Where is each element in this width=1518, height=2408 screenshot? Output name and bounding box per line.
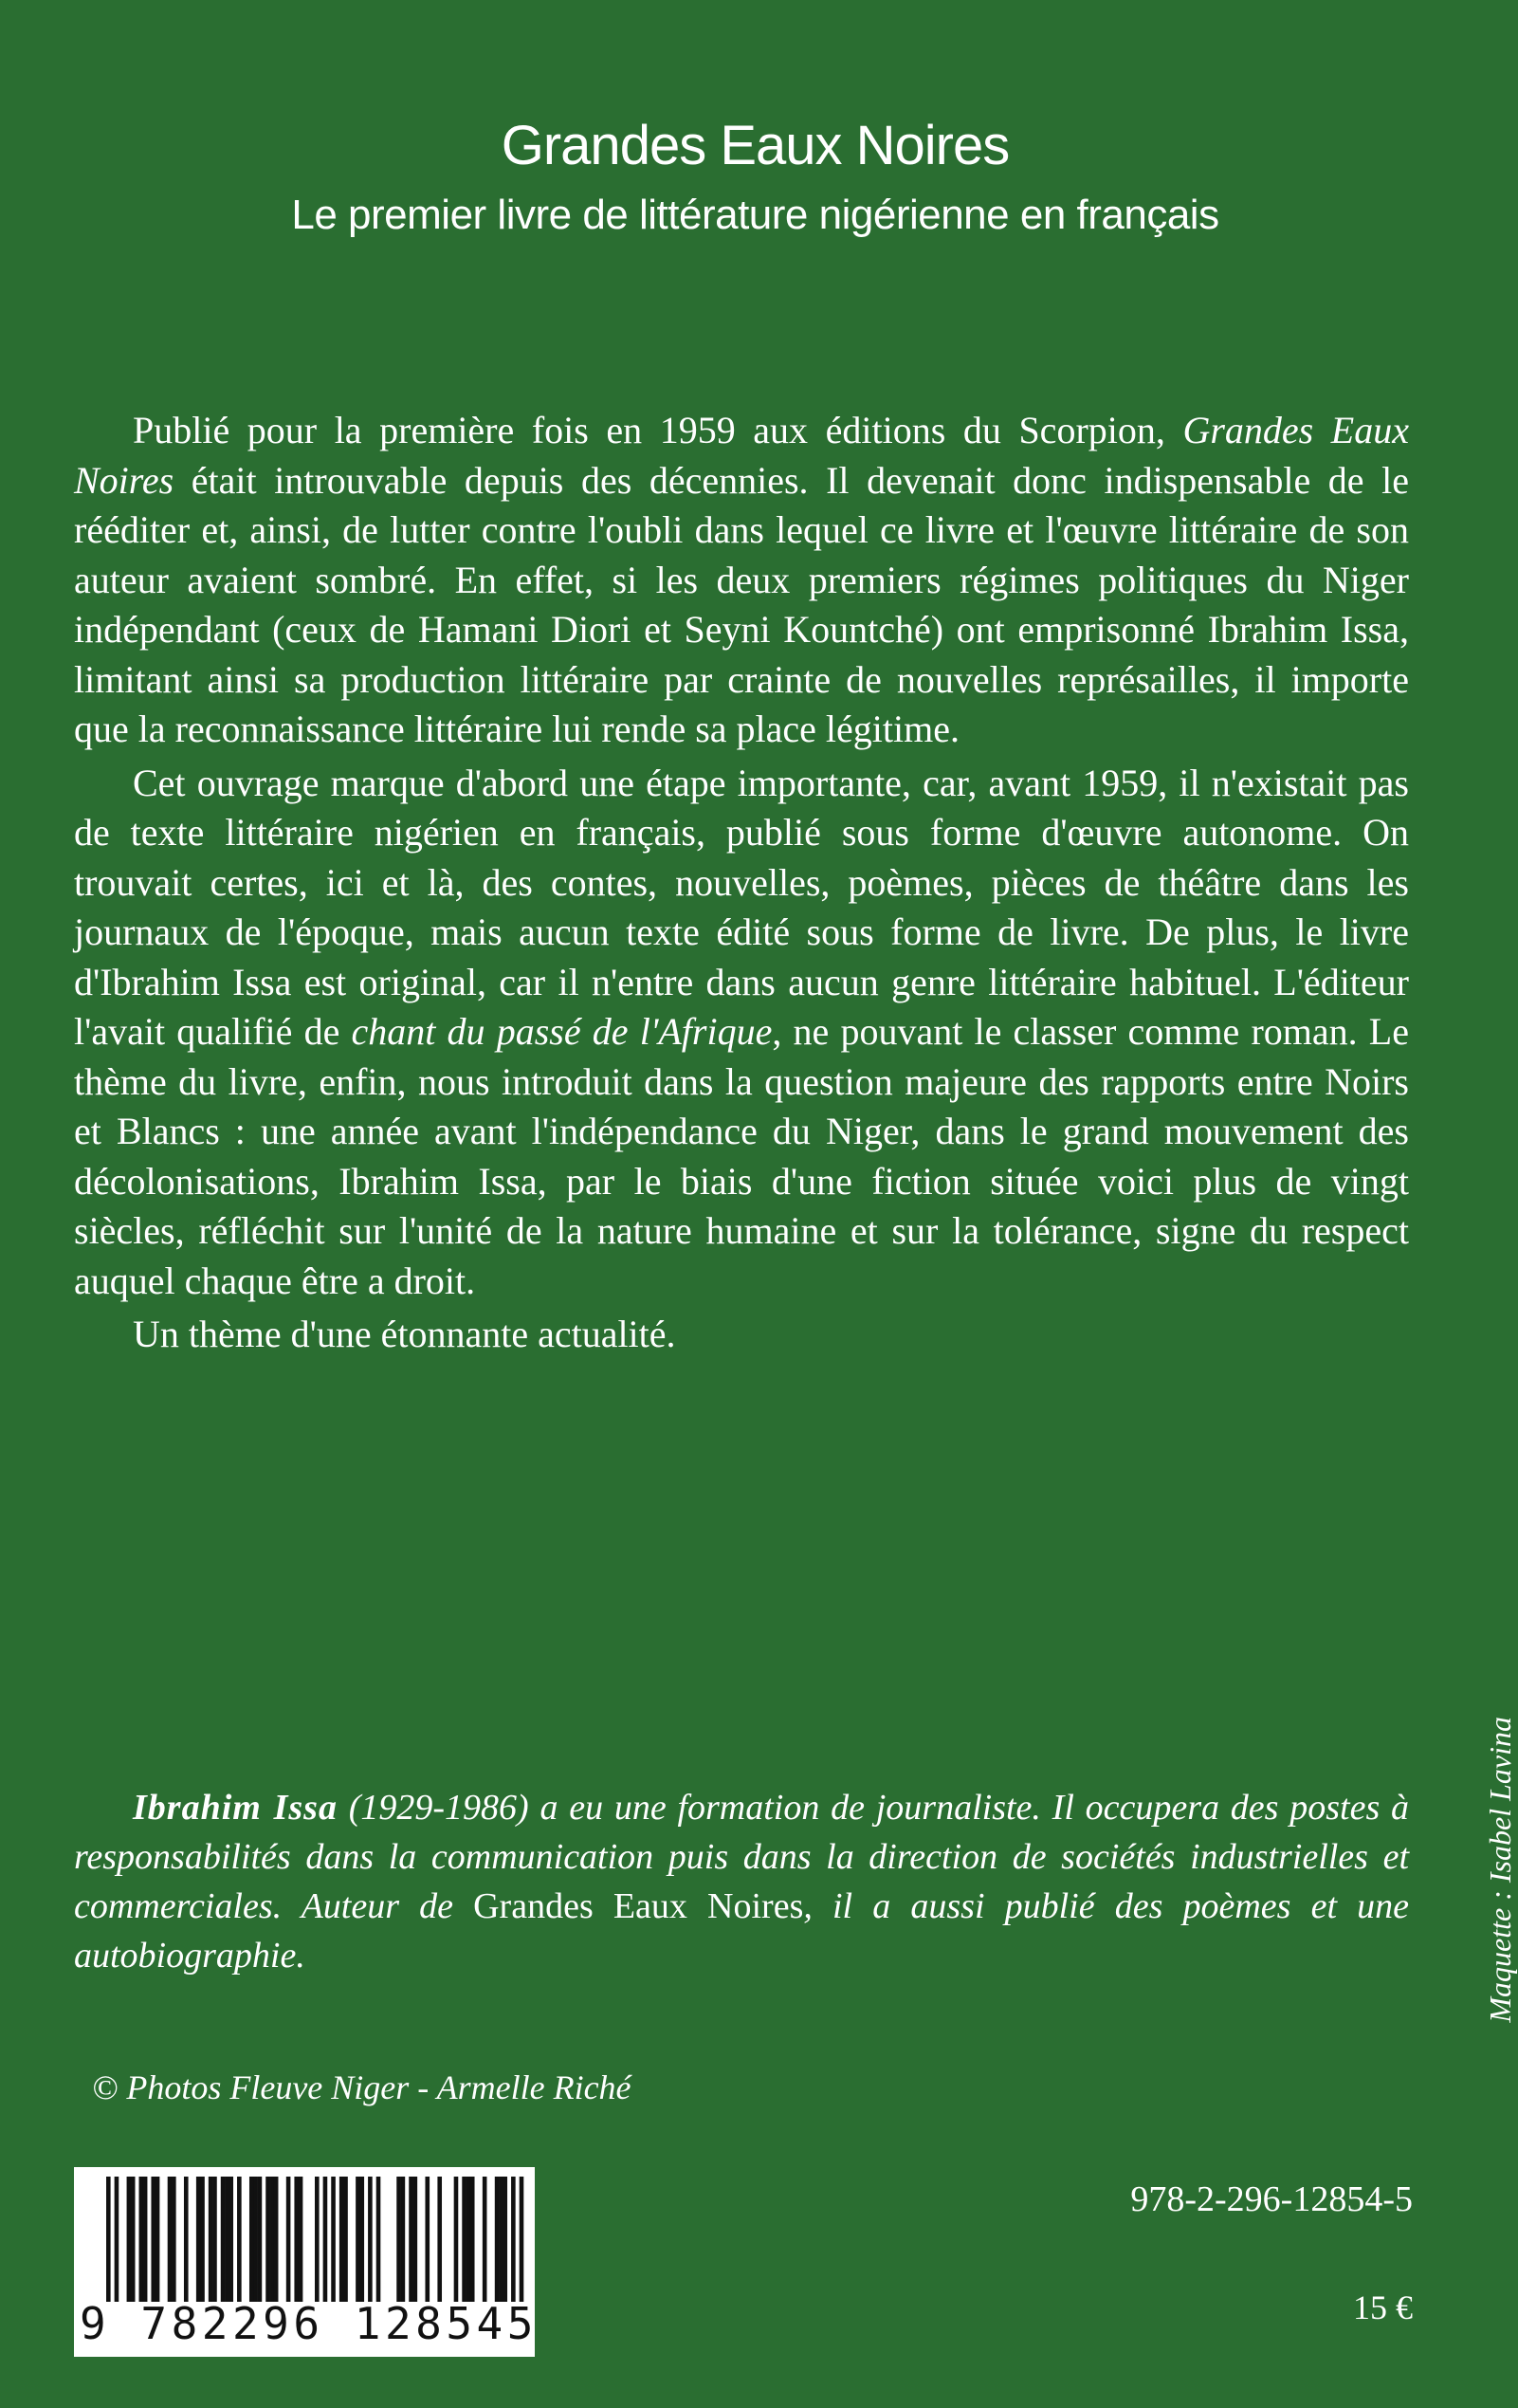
- barcode-bar: [258, 2177, 263, 2302]
- price: 15 €: [1353, 2289, 1413, 2326]
- book-title: Grandes Eaux Noires: [501, 115, 1010, 176]
- isbn-barcode: [74, 2167, 538, 2357]
- barcode-bar: [470, 2177, 475, 2302]
- summary-paragraph-3: Un thème d'une étonnante actualité.: [133, 1313, 676, 1355]
- barcode-bar: [127, 2177, 132, 2302]
- barcode-bar: [359, 2177, 364, 2302]
- barcode-bar: [168, 2177, 173, 2302]
- barcode-bar: [413, 2177, 418, 2302]
- barcode-bar: [343, 2177, 348, 2302]
- barcode-bar: [339, 2177, 344, 2302]
- barcode-bar: [151, 2177, 155, 2302]
- barcode-bar: [139, 2177, 144, 2302]
- back-cover-summary: [74, 406, 1409, 1364]
- barcode-bar: [221, 2177, 226, 2302]
- isbn-number: 978-2-296-12854-5: [1130, 2179, 1413, 2219]
- barcode-digits: 9 782296 128545: [80, 2298, 538, 2349]
- barcode-bar: [462, 2177, 466, 2302]
- barcode-bar: [520, 2177, 524, 2302]
- barcode-bar: [409, 2177, 413, 2302]
- author-name: Ibrahim Issa: [133, 1788, 338, 1828]
- barcode-bar: [253, 2177, 258, 2302]
- barcode-bar: [249, 2177, 254, 2302]
- barcode-bar: [511, 2177, 516, 2302]
- summary-paragraph-2: Cet ouvrage marque d'abord une étape importante, car, avant 1959, il n'existait pas de texte littéraire nigérien en français, publié sous forme d'œuvre autonome. On trouvait certes, ici et là, des contes, nouvelles, poèmes, pièces de théâtre dans les journaux de l'époque, mais aucun texte édité sous forme de livre. De plus, le livre d'Ibrahim Issa est original, car il n'entre dans aucun genre littéraire habituel. L'éditeur l'avait qualifié de chant du passé de l'Afrique, ne pouvant le classer comme roman. Le thème du livre, enfin, nous introduit dans la question majeure des rapports entre Noirs et Blancs : une année avant l'indépendance du Niger, dans le grand mouvement des décolonisations, Ibrahim Issa, par le biais d'une fiction située voici plus de vingt siècles, réfléchit sur l'unité de la nature humaine et sur la tolérance, signe du respect auquel chaque être a droit.: [74, 761, 1409, 1302]
- barcode-bar: [503, 2177, 507, 2302]
- barcode-bar: [143, 2177, 148, 2302]
- author-bio: Ibrahim Issa (1929-1986) a eu une formation de journaliste. Il occupera des postes à responsabilités dans la communication puis dans la direction de sociétés industrielles et commerciales. Auteur de Grandes Eaux Noires, il a aussi publié des poèmes et une autobiographie.: [74, 1788, 1410, 1976]
- barcode-bar: [209, 2177, 213, 2302]
- barcode-bar: [172, 2177, 176, 2302]
- summary-paragraph-1: Publié pour la première fois en 1959 aux éditions du Scorpion, Grandes Eaux Noires était introuvable depuis des décennies. Il devenait donc indispensable de le rééditer et, ainsi, de lutter contre l'oubli dans lequel ce livre et l'œuvre littéraire de son auteur avaient sombré. En effet, si les deux premiers régimes politiques du Niger indépendant (ceux de Hamani Diori et Seyni Kountché) ont emprisonné Ibrahim Issa, limitant ainsi sa production littéraire par crainte de nouvelles représailles, il importe que la reconnaissance littéraire lui rende sa place légitime.: [74, 409, 1409, 750]
- barcode-bar: [184, 2177, 189, 2302]
- barcode-bar: [270, 2177, 275, 2302]
- barcode-bar: [315, 2177, 320, 2302]
- barcode-bar: [131, 2177, 136, 2302]
- barcode-bar: [396, 2177, 401, 2302]
- barcode-bars: [106, 2177, 523, 2302]
- barcode-bar: [454, 2177, 459, 2302]
- barcode-bar: [225, 2177, 229, 2302]
- barcode-bar: [274, 2177, 279, 2302]
- barcode-bar: [200, 2177, 205, 2302]
- book-subtitle: Le premier livre de littérature nigérienne en français: [291, 192, 1219, 238]
- barcode-bar: [401, 2177, 406, 2302]
- bio-book-title: Grandes Eaux Noires: [473, 1886, 804, 1926]
- barcode-bar: [483, 2177, 487, 2302]
- barcode-bar: [196, 2177, 201, 2302]
- barcode-bar: [299, 2177, 303, 2302]
- photo-credit: © Photos Fleuve Niger - Armelle Riché: [92, 2068, 631, 2106]
- barcode-bar: [437, 2177, 442, 2302]
- barcode-bar: [237, 2177, 242, 2302]
- barcode-bar: [466, 2177, 471, 2302]
- publisher-qualification: chant du passé de l'Afrique: [351, 1010, 773, 1053]
- barcode-bar: [368, 2177, 373, 2302]
- barcode-bar: [286, 2177, 291, 2302]
- barcode-bar: [323, 2177, 328, 2302]
- barcode-bar: [115, 2177, 119, 2302]
- barcode-bar: [212, 2177, 217, 2302]
- barcode-bar: [229, 2177, 233, 2302]
- book-title-mention: Grandes Eaux Noires: [74, 409, 1409, 502]
- barcode-bar: [155, 2177, 160, 2302]
- barcode-bar: [425, 2177, 430, 2302]
- barcode-bar: [356, 2177, 360, 2302]
- barcode-bar: [499, 2177, 503, 2302]
- barcode-bar: [331, 2177, 336, 2302]
- barcode-bar: [294, 2177, 299, 2302]
- layout-credit: Maquette : Isabel Lavina: [1483, 1717, 1517, 2023]
- barcode-bar: [495, 2177, 500, 2302]
- barcode-bar: [265, 2177, 270, 2302]
- barcode-bar: [376, 2177, 381, 2302]
- barcode-bar: [106, 2177, 111, 2302]
